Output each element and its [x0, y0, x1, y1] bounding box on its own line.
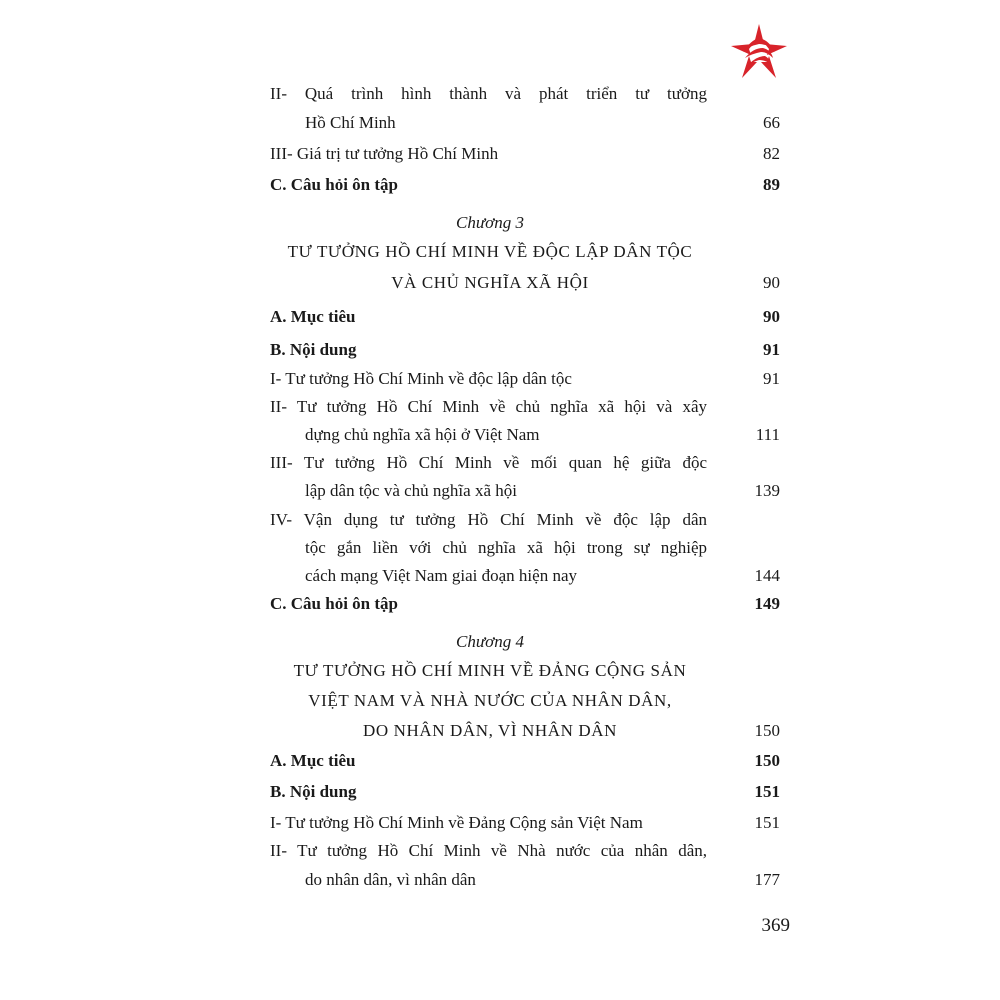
page-number: 369: [761, 915, 790, 936]
toc-page-number: 89: [763, 175, 780, 194]
toc-entry-text: III- Giá trị tư tưởng Hồ Chí Minh: [270, 144, 499, 163]
chapter-title: TƯ TƯỞNG HỒ CHÍ MINH VỀ ĐẢNG CỘNG SẢN: [293, 661, 687, 680]
toc-page-number: 139: [754, 481, 780, 500]
toc-page-number: 150: [754, 751, 780, 770]
toc-entry-text: A. Mục tiêu: [270, 307, 356, 326]
toc-entry-text: B. Nội dung: [270, 340, 357, 359]
toc-entry[interactable]: [0, 589, 1000, 619]
toc-page-number: 91: [763, 340, 780, 359]
toc-entry-text: do nhân dân, vì nhân dân: [305, 870, 476, 889]
publisher-logo-icon: [729, 22, 789, 82]
toc-page-number: 90: [763, 307, 780, 326]
toc-entry-text: I- Tư tưởng Hồ Chí Minh về Đảng Cộng sản Việt Nam: [270, 813, 643, 832]
toc-entry[interactable]: [0, 139, 1000, 169]
toc-entry[interactable]: [0, 533, 1000, 563]
toc-entry-text: II- Tư tưởng Hồ Chí Minh về chủ nghĩa xã hội và xây: [270, 397, 707, 416]
toc-entry[interactable]: [0, 777, 1000, 807]
toc-entry[interactable]: [0, 448, 1000, 478]
toc-entry-text: tộc gắn liền với chủ nghĩa xã hội trong sự nghiệp: [305, 538, 707, 557]
toc-entry-text: II- Quá trình hình thành và phát triển tư tưởng: [270, 84, 707, 103]
chapter-label: Chương 4: [456, 632, 524, 651]
toc-entry[interactable]: [0, 836, 1000, 866]
toc-entry[interactable]: [0, 808, 1000, 838]
toc-entry[interactable]: [0, 302, 1000, 332]
toc-entry[interactable]: [0, 561, 1000, 591]
toc-entry[interactable]: [0, 420, 1000, 450]
chapter-title: DO NHÂN DÂN, VÌ NHÂN DÂN: [363, 721, 617, 740]
toc-entry-text: C. Câu hỏi ôn tập: [270, 594, 399, 613]
toc-entry[interactable]: [0, 476, 1000, 506]
toc-page-number: 91: [763, 369, 780, 388]
toc-entry[interactable]: [0, 335, 1000, 365]
toc-entry[interactable]: [0, 392, 1000, 422]
chapter-title: TƯ TƯỞNG HỒ CHÍ MINH VỀ ĐỘC LẬP DÂN TỘC: [287, 242, 693, 261]
toc-page-number: 151: [754, 813, 780, 832]
chapter-label: Chương 3: [456, 213, 524, 232]
toc-entry-text: dựng chủ nghĩa xã hội ở Việt Nam: [305, 425, 540, 444]
toc-entry-text: A. Mục tiêu: [270, 751, 356, 770]
toc-entry[interactable]: [0, 79, 1000, 109]
toc-entry-text: I- Tư tưởng Hồ Chí Minh về độc lập dân tộc: [270, 369, 572, 388]
toc-page-number: 111: [755, 425, 780, 444]
toc-page-number: 82: [763, 144, 780, 163]
toc-entry-text: C. Câu hỏi ôn tập: [270, 175, 399, 194]
chapter-title: VÀ CHỦ NGHĨA XÃ HỘI: [391, 273, 589, 292]
toc-page-number: 149: [754, 594, 780, 613]
toc-entry[interactable]: [0, 108, 1000, 138]
toc-entry-text: cách mạng Việt Nam giai đoạn hiện nay: [305, 566, 577, 585]
toc-entry-text: III- Tư tưởng Hồ Chí Minh về mối quan hệ giữa độc: [270, 453, 707, 472]
toc-entry-text: II- Tư tưởng Hồ Chí Minh về Nhà nước của nhân dân,: [270, 841, 707, 860]
toc-entry[interactable]: [0, 746, 1000, 776]
toc-page-number: 151: [754, 782, 780, 801]
toc-entry-text: IV- Vận dụng tư tưởng Hồ Chí Minh về độc lập dân: [270, 510, 707, 529]
toc-entry[interactable]: [0, 364, 1000, 394]
toc-entry-text: Hồ Chí Minh: [305, 113, 396, 132]
toc-entry[interactable]: [0, 865, 1000, 895]
toc-page-number: 144: [754, 566, 780, 585]
toc-page-number: 150: [754, 721, 780, 740]
toc-entry-text: lập dân tộc và chủ nghĩa xã hội: [305, 481, 517, 500]
toc-page-number: 177: [754, 870, 780, 889]
toc-page-number: 66: [763, 113, 780, 132]
toc-page-number: 90: [763, 273, 780, 292]
chapter-title: VIỆT NAM VÀ NHÀ NƯỚC CỦA NHÂN DÂN,: [308, 691, 672, 710]
toc-entry[interactable]: [0, 505, 1000, 535]
toc-entry[interactable]: [0, 170, 1000, 200]
toc-entry-text: B. Nội dung: [270, 782, 357, 801]
